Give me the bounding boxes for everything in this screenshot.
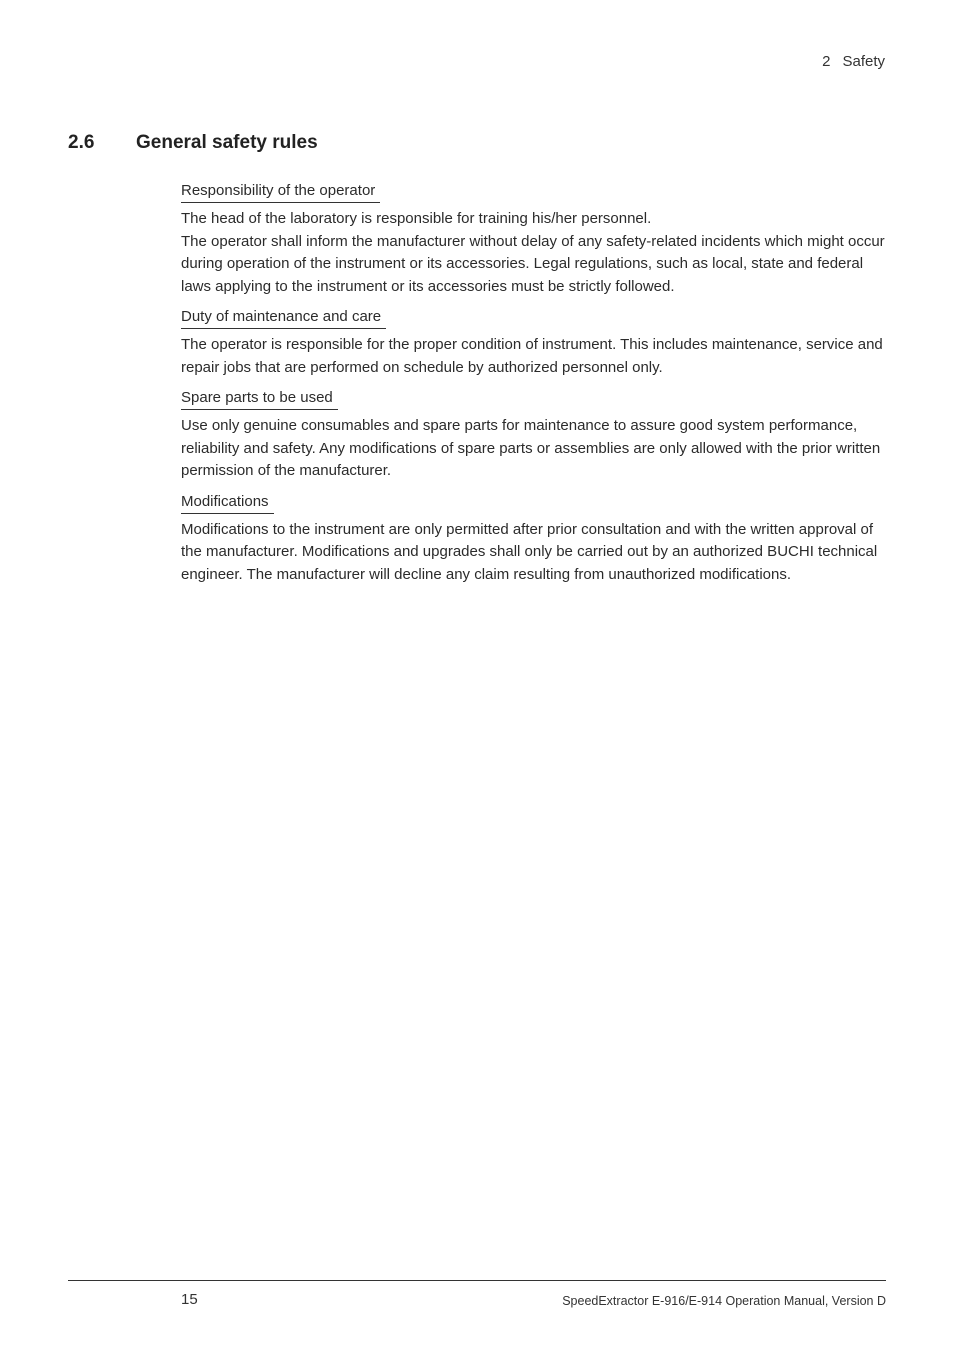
chapter-number: 2 (822, 53, 831, 70)
section-content (181, 180, 889, 594)
subheading-spare-parts: Spare parts to be used (181, 387, 338, 410)
footer-divider (68, 1280, 886, 1281)
running-header (822, 53, 885, 70)
subheading-maintenance: Duty of maintenance and care (181, 306, 386, 329)
paragraph: The operator shall inform the manufacturer without delay of any safety-related incidents which might occur during operation of the instrument or its accessories. Legal regulations, such as local, state and federal laws applying to the instrument or its accessories must be strictly followed. (181, 232, 885, 295)
paragraph: Use only genuine consumables and spare parts for maintenance to assure good system performance, reliability and safety. Any modifications of spare parts or assemblies are only allowed with the prior written permission of the manufacturer. (181, 417, 881, 479)
paragraph: The head of the laboratory is responsible for training his/her personnel. (181, 210, 652, 227)
subheading-modifications: Modifications (181, 491, 274, 514)
block-responsibility-of-operator (181, 180, 889, 298)
subheading-responsibility: Responsibility of the operator (181, 180, 380, 203)
chapter-title: Safety (842, 53, 885, 70)
section-number: 2.6 (68, 132, 95, 153)
paragraph: The operator is responsible for the proper condition of instrument. This includes maintenance, service and repair jobs that are performed on schedule by authorized personnel only. (181, 336, 883, 376)
block-duty-of-maintenance (181, 306, 889, 379)
section-heading (68, 132, 318, 154)
paragraph: Modifications to the instrument are only permitted after prior consultation and with the written approval of the manufacturer. Modifications and upgrades shall only be carried out by an authorized BUCHI technical engineer. The manufacturer will decline any claim resulting from unauthorized modifications. (181, 520, 878, 583)
block-spare-parts (181, 387, 889, 483)
document-title: SpeedExtractor E-916/E-914 Operation Manual, Version D (562, 1294, 886, 1308)
section-title: General safety rules (136, 132, 318, 153)
page-number: 15 (181, 1291, 198, 1308)
block-modifications (181, 491, 889, 587)
